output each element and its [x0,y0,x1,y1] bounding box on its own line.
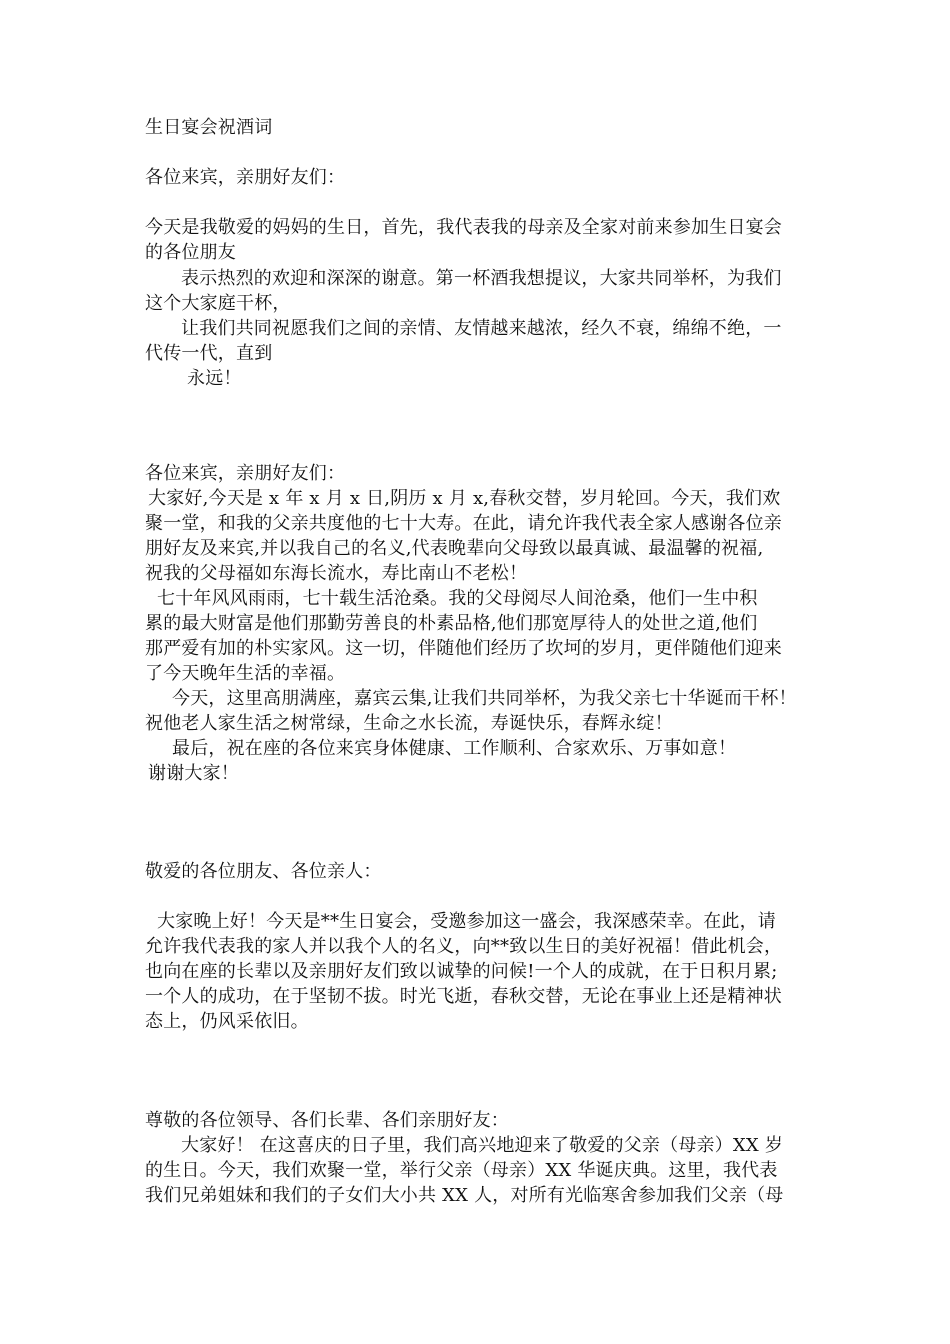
speech-3-salutation: 敬爱的各位朋友、各位亲人： [145,861,382,882]
speech-2-line: 朋好友及来宾,并以我自己的名义,代表晚辈向父母致以最真诚、最温馨的祝福, [145,538,764,559]
speech-2-line: 最后，祝在座的各位来宾身体健康、工作顺利、合家欢乐、万事如意！ [172,738,737,759]
speech-3-line: 一个人的成功，在于坚韧不拔。时光飞逝，春秋交替，无论在事业上还是精神状 [145,986,782,1007]
speech-1-line: 代传一代，直到 [145,343,273,364]
speech-1-line: 让我们共同祝愿我们之间的亲情、友情越来越浓，经久不衰，绵绵不绝，一 [181,318,782,339]
speech-2-line: 七十年风风雨雨，七十载生活沧桑。我的父母阅尽人间沧桑，他们一生中积 [157,588,758,609]
speech-4-salutation: 尊敬的各位领导、各们长辈、各们亲朋好友： [145,1110,509,1131]
speech-2-line: 累的最大财富是他们那勤劳善良的朴素品格,他们那宽厚待人的处世之道,他们 [145,613,758,634]
speech-2-line: 了今天晚年生活的幸福。 [145,663,346,684]
speech-1-line: 的各位朋友 [145,242,236,263]
speech-3-line: 态上，仍风采依旧。 [145,1011,309,1032]
speech-1-line: 今天是我敬爱的妈妈的生日，首先，我代表我的母亲及全家对前来参加生日宴会 [145,217,782,238]
speech-2-line: 祝我的父母福如东海长流水，寿比南山不老松！ [145,563,528,584]
speech-1-line: 这个大家庭干杯， [145,293,291,314]
speech-1-line: 永远！ [187,368,242,389]
speech-3-line: 大家晚上好！今天是**生日宴会，受邀参加这一盛会，我深感荣幸。在此，请 [157,911,776,932]
speech-4-line: 的生日。今天，我们欢聚一堂，举行父亲（母亲）XX 华诞庆典。这里，我代表 [145,1160,778,1181]
speech-2-line: 谢谢大家！ [148,763,239,784]
speech-1-line: 表示热烈的欢迎和深深的谢意。第一杯酒我想提议，大家共同举杯，为我们 [181,268,782,289]
speech-1-salutation: 各位来宾，亲朋好友们： [145,167,346,188]
speech-2-line: 今天，这里高朋满座，嘉宾云集,让我们共同举杯，为我父亲七十华诞而干杯！ [172,688,797,709]
speech-2-salutation: 各位来宾，亲朋好友们： [145,463,346,484]
speech-4-line: 大家好！ 在这喜庆的日子里，我们高兴地迎来了敬爱的父亲（母亲）XX 岁 [181,1135,784,1156]
speech-2-line: 大家好,今天是 x 年 x 月 x 日,阴历 x 月 x,春秋交替，岁月轮回。今天，我们欢 [148,488,781,509]
speech-2-line: 那严爱有加的朴实家风。这一切，伴随他们经历了坎坷的岁月，更伴随他们迎来 [145,638,782,659]
speech-3-line: 也向在座的长辈以及亲朋好友们致以诚挚的问候!一个人的成就，在于日积月累; [145,961,778,982]
speech-2-line: 聚一堂，和我的父亲共度他的七十大寿。在此，请允许我代表全家人感谢各位亲 [145,513,782,534]
speech-3-line: 允许我代表我的家人并以我个人的名义，向**致以生日的美好祝福！借此机会， [145,936,783,957]
speech-4-line: 我们兄弟姐妹和我们的子女们大小共 XX 人，对所有光临寒舍参加我们父亲（母 [145,1185,784,1206]
document-title: 生日宴会祝酒词 [145,117,273,138]
speech-2-line: 祝他老人家生活之树常绿，生命之水长流，寿诞快乐，春辉永绽！ [145,713,673,734]
